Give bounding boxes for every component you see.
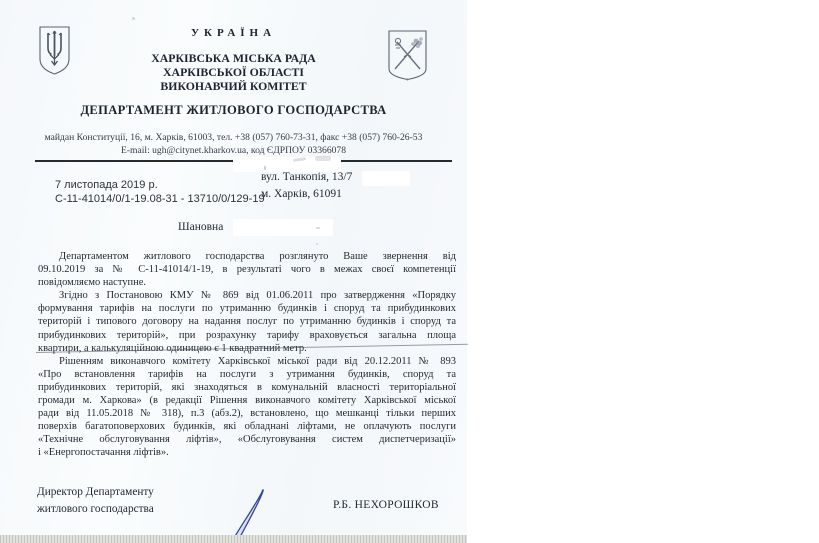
letter-reference-number: С-11-41014/0/1-19.08-31 - 13710/0/129-19 [55,193,265,205]
letter-body [38,250,456,460]
body-line: Департаментом житлового господарства розглянуто Ваше звернення від [59,251,456,262]
body-line: територій і типового договору на надання послуг по утриманню будинків і споруд та [38,316,456,328]
body-line: «Про встановлення тарифів на послуги з утримання будинків, споруд та [38,368,456,380]
body-line: квартири, а калькуляційною одиницею є 1 квадратний метр. [38,342,307,354]
apostrophe-remnant [264,166,266,170]
body-line: поверхів багатоповерхових будинків, які обладнані ліфтами, не оплачують послуги [38,421,456,433]
signer-position-line-1: Директор Департаменту [37,486,154,498]
body-line: «Технічне обслуговування ліфтів», «Обслуговування систем диспетчеризації» [38,434,456,446]
body-line: Рішенням виконавчого комітету Харківської міської ради від 20.12.2011 № 893 [59,355,456,367]
scan-edge-artifact [0,535,467,543]
body-line: Згідно з Постановою КМУ № 869 від 01.06.2011 про затвердження «Порядку [59,290,456,302]
signer-position-line-2: житлового господарства [37,502,154,515]
org-line-1: ХАРКІВСЬКА МІСЬКА РАДА [151,51,316,65]
country-title: УКРАЇНА [190,27,277,39]
recipient-street: вул. Танкопія, 13/7 [261,171,353,183]
scan-speck [132,17,135,20]
signer-position [37,484,154,517]
body-line: ради від 11.05.2018 № 318), п.3 (абз.2), встановлено, що мешканці тільки перших [38,408,456,420]
department-title: ДЕПАРТАМЕНТ ЖИТЛОВОГО ГОСПОДАРСТВА [80,103,387,117]
body-line: повідомляємо наступне. [38,277,147,289]
greeting-text: Шановна [178,221,224,233]
org-line-3: ВИКОНАВЧИЙ КОМІТЕТ [160,79,307,94]
recipient-city: м. Харків, 61091 [261,188,342,200]
organization-title [0,51,467,94]
org-line-2: ХАРКІВСЬКОЇ ОБЛАСТІ [163,65,304,80]
contact-email-line: E-mail: ugh@citynet.kharkov.ua, код ЄДРПОУ 03366078 [120,145,347,156]
body-line: і «Енергопостачання ліфтів». [38,447,169,459]
body-line: формування тарифів на послуги по утриманню будинків і споруд та прибудинкових [38,303,456,315]
body-line: 09.10.2019 за № С-11-41014/1-19, в результаті чого в межах своєї компетенції [38,264,456,276]
redaction-remnant-mark [316,227,320,229]
body-line: прибудинкових територій», при розрахунку тарифу враховується загальна площа [38,329,456,341]
contact-address-line: майдан Конституції, 16, м. Харків, 61003, тел. +38 (057) 760-73-31, факс +38 (057) 760-26-53 [44,132,423,143]
body-line: громади м. Харкова» (в редакції Рішення виконавчого комітету Харківської міської [38,395,456,407]
scan-speck [316,243,318,245]
signer-name: Р.Б. НЕХОРОШКОВ [333,499,439,511]
redaction-apartment [362,171,410,186]
body-line: прибудинкових територій, які знаходяться в комунальній власності територіальної [38,381,456,393]
redaction-remnant-mark [315,156,331,161]
letter-date: 7 листопада 2019 р. [55,179,158,191]
